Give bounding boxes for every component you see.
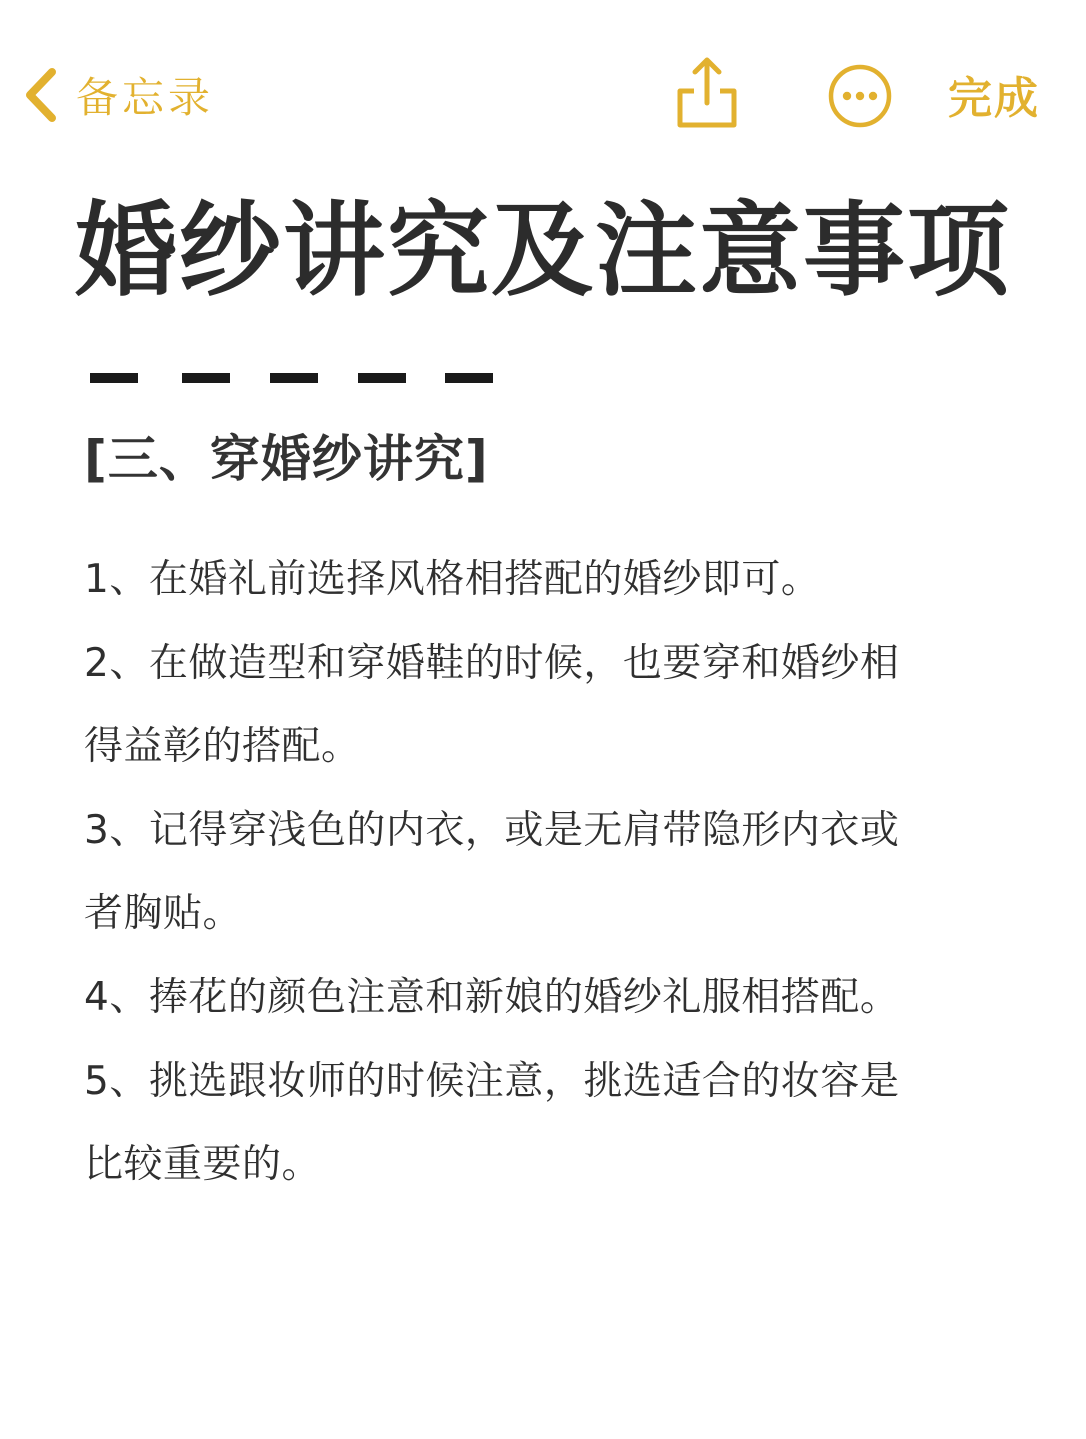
body-line: 得益彰的搭配。 bbox=[84, 724, 361, 770]
body-line: 3、记得穿浅色的内衣，或是无肩带隐形内衣或 bbox=[84, 807, 900, 853]
section-heading: [三、穿婚纱讲究] bbox=[84, 430, 489, 488]
dash-divider bbox=[90, 373, 510, 385]
note-title: 婚纱讲究及注意事项 bbox=[75, 192, 1011, 311]
chevron-left-icon bbox=[22, 66, 58, 124]
dash bbox=[270, 373, 318, 383]
dash bbox=[90, 373, 138, 383]
back-label: 备忘录 bbox=[76, 73, 215, 122]
dash bbox=[358, 373, 406, 383]
dash bbox=[182, 373, 230, 383]
dash bbox=[445, 373, 493, 383]
body-line: 者胸贴。 bbox=[84, 891, 243, 937]
navigation-bar bbox=[0, 0, 1086, 180]
more-icon[interactable] bbox=[826, 62, 894, 130]
body-line: 5、挑选跟妆师的时候注意，挑选适合的妆容是 bbox=[84, 1058, 900, 1104]
note-body[interactable] bbox=[84, 538, 964, 1207]
done-button[interactable]: 完成 bbox=[948, 73, 1040, 124]
share-icon[interactable] bbox=[674, 55, 740, 131]
body-line: 1、在婚礼前选择风格相搭配的婚纱即可。 bbox=[84, 557, 821, 602]
body-line: 2、在做造型和穿婚鞋的时候，也要穿和婚纱相 bbox=[84, 640, 900, 686]
body-line: 比较重要的。 bbox=[84, 1142, 322, 1188]
body-line: 4、捧花的颜色注意和新娘的婚纱礼服相搭配。 bbox=[84, 974, 900, 1020]
back-button[interactable] bbox=[22, 60, 214, 130]
